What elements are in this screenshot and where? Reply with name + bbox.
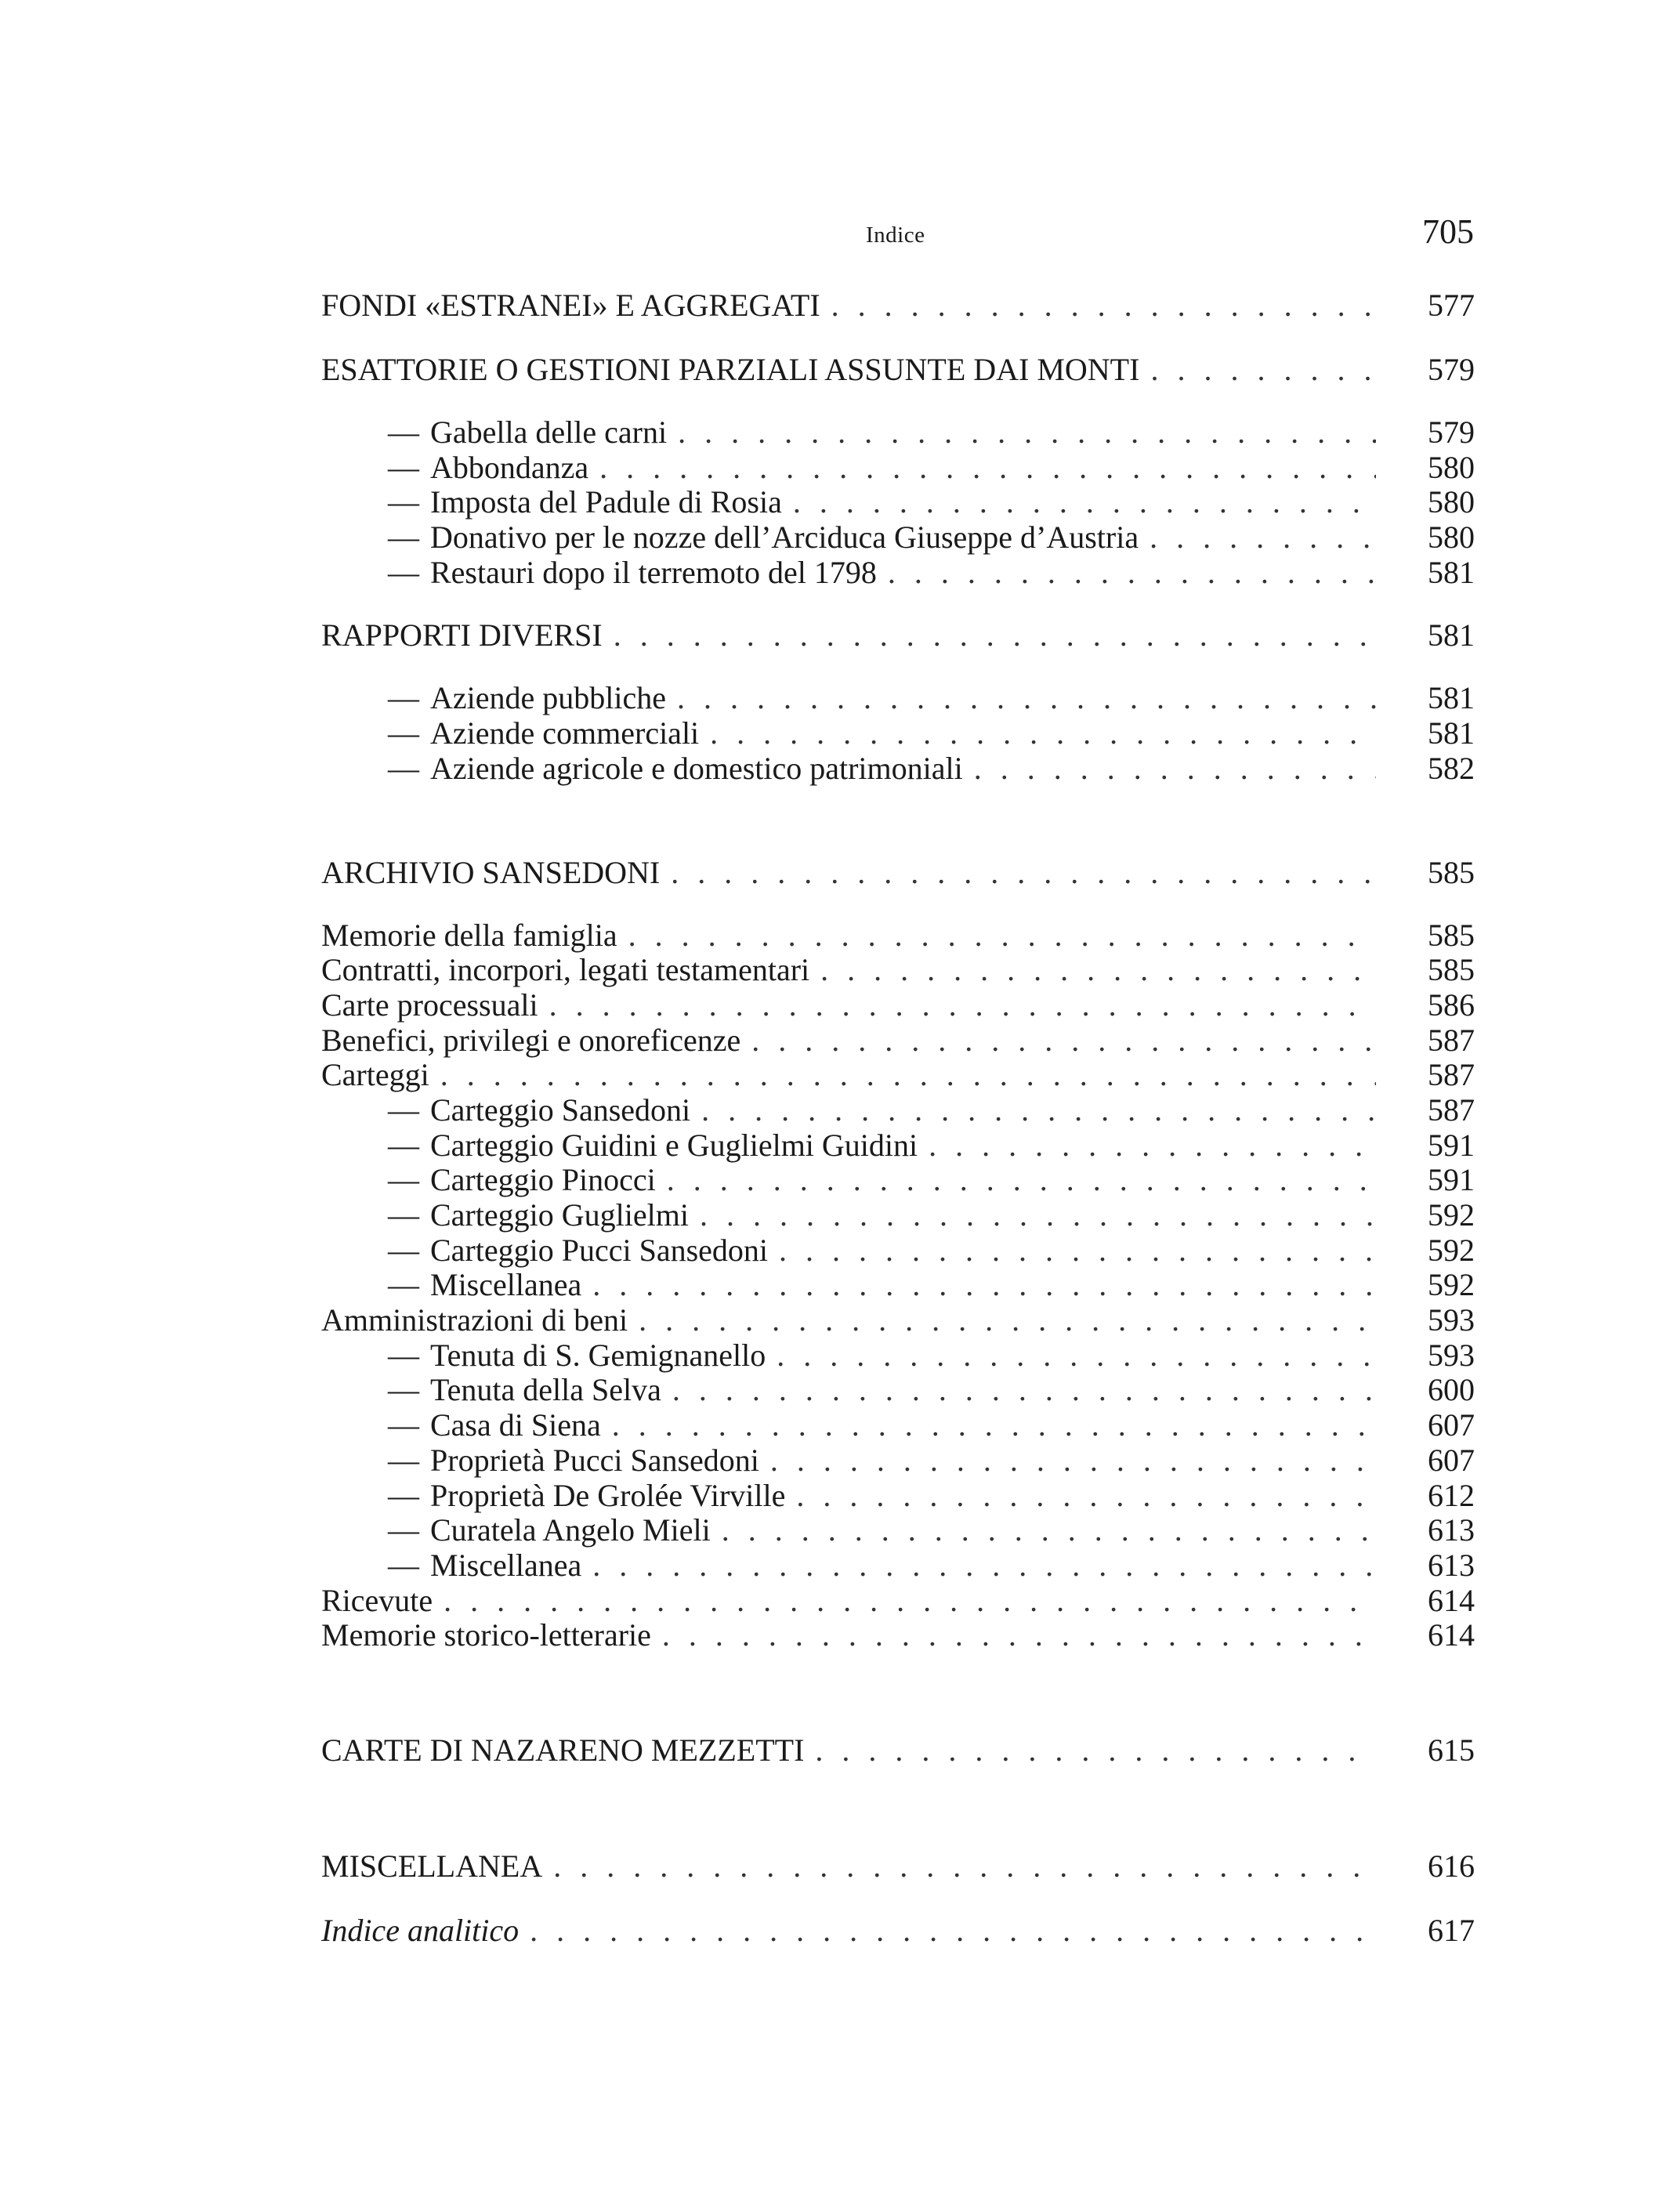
toc-entry-restauri[interactable] [321, 556, 1475, 591]
spacer [321, 787, 1475, 854]
toc-entry-label: Donativo per le nozze dell’Arciduca Giuseppe d’Austria [430, 520, 1139, 556]
toc-entry-label: Miscellanea [430, 1267, 582, 1303]
toc-entry-benefici[interactable] [321, 1023, 1475, 1059]
toc-entry-curatela[interactable] [321, 1513, 1475, 1548]
leader-dots [530, 1912, 1376, 1950]
leader-dots [796, 1479, 1376, 1514]
toc-entry-page: 592 [1428, 1232, 1475, 1268]
toc-entry-label: CARTE DI NAZARENO MEZZETTI [321, 1732, 805, 1768]
toc-entry-page: 613 [1428, 1512, 1475, 1548]
leader-dots [628, 918, 1376, 954]
toc-entry-page: 580 [1428, 484, 1475, 520]
toc-entry-carteggio-guidini[interactable] [321, 1128, 1475, 1164]
toc-entry-label: Carteggio Guglielmi [430, 1197, 689, 1233]
toc-entry-page: 581 [1428, 617, 1475, 653]
toc-entry-carteggio-sansedoni[interactable] [321, 1093, 1475, 1128]
leader-dots [592, 1268, 1376, 1303]
toc-entry-contratti[interactable] [321, 953, 1475, 988]
leader-dots [592, 1548, 1376, 1584]
dash: — [388, 1337, 419, 1373]
toc-entry-page: 616 [1428, 1848, 1475, 1884]
toc-entry-label: Carteggio Guidini e Guglielmi Guidini [430, 1127, 918, 1163]
toc-entry-label: Memorie della famiglia [321, 917, 617, 953]
dash: — [388, 484, 419, 520]
toc-entry-label: Carteggio Pucci Sansedoni [430, 1232, 769, 1268]
toc-entry-label: ESATTORIE O GESTIONI PARZIALI ASSUNTE DAI MONTI [321, 352, 1140, 387]
toc-entry-page: 614 [1428, 1617, 1475, 1653]
toc-entry-page: 591 [1428, 1162, 1475, 1198]
toc-entry-label: RAPPORTI DIVERSI [321, 617, 603, 653]
toc-entry-carteggi[interactable] [321, 1058, 1475, 1093]
leader-dots [612, 1408, 1376, 1443]
leader-dots [1150, 520, 1376, 556]
leader-dots [700, 1198, 1376, 1233]
toc-entry-donativo[interactable] [321, 520, 1475, 556]
toc-entry-carteggio-guglielmi[interactable] [321, 1198, 1475, 1233]
leader-dots [553, 1848, 1376, 1885]
spacer [321, 654, 1475, 681]
toc-entry-page: 593 [1428, 1302, 1475, 1338]
toc-entry-page: 617 [1428, 1912, 1475, 1948]
leader-dots [1150, 351, 1376, 389]
toc-entry-page: 585 [1428, 952, 1475, 988]
dash: — [388, 1547, 419, 1583]
toc-entry-page: 577 [1428, 288, 1475, 323]
leader-dots [444, 1584, 1376, 1619]
leader-dots [667, 1163, 1376, 1198]
running-title: Indice [866, 223, 925, 248]
leader-dots [929, 1128, 1376, 1164]
dash: — [388, 1162, 419, 1198]
toc-entry-label: Carteggio Sansedoni [430, 1092, 691, 1128]
toc-entry-page: 607 [1428, 1442, 1475, 1478]
toc-entry-page: 582 [1428, 750, 1475, 786]
dash: — [388, 1232, 419, 1268]
toc-entry-page: 586 [1428, 987, 1475, 1023]
toc-entry-label: Proprietà Pucci Sansedoni [430, 1442, 759, 1478]
leader-dots [751, 1023, 1376, 1059]
page-number: 705 [1422, 212, 1474, 251]
toc-entry-aziende-commerciali[interactable] [321, 716, 1475, 751]
toc-entry-page: 581 [1428, 715, 1475, 751]
toc-entry-label: Aziende agricole e domestico patrimoniali [430, 750, 963, 786]
toc-entry-page: 579 [1428, 415, 1475, 450]
toc-entry-label: Indice analitico [321, 1912, 520, 1948]
toc-entry-page: 614 [1428, 1582, 1475, 1618]
leader-dots [671, 854, 1376, 892]
toc-entry-label: Casa di Siena [430, 1407, 601, 1443]
toc-entry-indice-analitico[interactable] [321, 1912, 1475, 1950]
toc-entry-page: 615 [1428, 1732, 1475, 1768]
toc-entry-proprieta-pucci[interactable] [321, 1443, 1475, 1479]
leader-dots [888, 556, 1376, 591]
dash: — [388, 1267, 419, 1303]
leader-dots [770, 1443, 1376, 1479]
leader-dots [974, 751, 1376, 787]
toc-entry-page: 600 [1428, 1372, 1475, 1408]
dash: — [388, 1197, 419, 1233]
dash: — [388, 680, 419, 716]
spacer [321, 1769, 1475, 1848]
toc-entry-label: Aziende commerciali [430, 715, 700, 751]
leader-dots [777, 1338, 1376, 1374]
toc-entry-page: 581 [1428, 554, 1475, 590]
toc-entry-esattorie[interactable] [321, 351, 1475, 389]
dash: — [388, 1407, 419, 1443]
spacer [321, 1885, 1475, 1912]
toc-entry-label: Carteggi [321, 1057, 429, 1093]
toc-entry-aziende-pubbliche[interactable] [321, 681, 1475, 716]
leader-dots [672, 1373, 1376, 1408]
toc-entry-label: Curatela Angelo Mieli [430, 1512, 711, 1548]
leader-dots [639, 1303, 1376, 1338]
spacer [321, 590, 1475, 617]
dash: — [388, 415, 419, 450]
leader-dots [779, 1233, 1376, 1269]
toc-entry-carte-mezzetti[interactable] [321, 1732, 1475, 1769]
toc-entry-label: Contratti, incorpori, legati testamentari [321, 952, 810, 988]
toc-entry-gabella[interactable] [321, 415, 1475, 451]
toc-entry-page: 607 [1428, 1407, 1475, 1443]
toc-entry-padule[interactable] [321, 485, 1475, 520]
spacer [321, 1653, 1475, 1732]
toc-entry-label: Imposta del Padule di Rosia [430, 484, 782, 520]
toc-entry-rapporti[interactable] [321, 617, 1475, 654]
dash: — [388, 1477, 419, 1513]
toc-entry-memorie-storico[interactable] [321, 1618, 1475, 1653]
toc-entry-page: 587 [1428, 1092, 1475, 1128]
leader-dots [614, 617, 1376, 654]
leader-dots [678, 415, 1376, 451]
toc-entry-label: Tenuta della Selva [430, 1372, 661, 1408]
dash: — [388, 715, 419, 751]
toc-entry-label: Gabella delle carni [430, 415, 668, 450]
dash: — [388, 1512, 419, 1548]
toc-entry-page: 580 [1428, 449, 1475, 485]
toc-entry-label: Proprietà De Grolée Virville [430, 1477, 786, 1513]
leader-dots [701, 1093, 1376, 1128]
toc-entry-label: ARCHIVIO SANSEDONI [321, 854, 661, 890]
toc-entry-page: 592 [1428, 1197, 1475, 1233]
dash: — [388, 1092, 419, 1128]
leader-dots [710, 716, 1376, 751]
leader-dots [722, 1513, 1376, 1548]
toc-entry-label: Abbondanza [430, 449, 589, 485]
toc-entry-proprieta-grolee[interactable] [321, 1479, 1475, 1514]
toc-entry-page: 579 [1428, 352, 1475, 387]
dash: — [388, 1127, 419, 1163]
toc-entry-carteggio-pinocci[interactable] [321, 1163, 1475, 1198]
toc-entry-label: FONDI «ESTRANEI» E AGGREGATI [321, 288, 820, 323]
toc-entry-aziende-agricole[interactable] [321, 751, 1475, 787]
toc-entry-amministrazioni-miscellanea[interactable] [321, 1548, 1475, 1584]
spacer [321, 892, 1475, 918]
toc-entry-page: 585 [1428, 917, 1475, 953]
dash: — [388, 520, 419, 556]
toc-entry-label: Aziende pubbliche [430, 680, 666, 716]
toc-entry-label: Ricevute [321, 1582, 433, 1618]
leader-dots [820, 953, 1376, 988]
toc-entry-carteggio-pucci[interactable] [321, 1233, 1475, 1269]
running-head [0, 212, 1680, 259]
toc-entry-label: Benefici, privilegi e onoreficenze [321, 1022, 741, 1058]
toc-entry-page: 587 [1428, 1022, 1475, 1058]
toc-entry-miscellanea[interactable] [321, 1848, 1475, 1885]
toc-entry-casa-siena[interactable] [321, 1408, 1475, 1443]
dash: — [388, 750, 419, 786]
toc-entry-page: 585 [1428, 854, 1475, 890]
leader-dots [440, 1058, 1376, 1093]
leader-dots [599, 451, 1376, 486]
toc-entry-carte-processuali[interactable] [321, 988, 1475, 1023]
toc-entry-gemignanello[interactable] [321, 1338, 1475, 1374]
toc-entry-label: Restauri dopo il terremoto del 1798 [430, 554, 877, 590]
toc-entry-label: Carteggio Pinocci [430, 1162, 656, 1198]
toc-entry-amministrazioni[interactable] [321, 1303, 1475, 1338]
toc-entry-label: Miscellanea [430, 1547, 582, 1583]
dash: — [388, 554, 419, 590]
toc-entry-page: 593 [1428, 1337, 1475, 1373]
toc-entry-fondi-estranei[interactable] [321, 287, 1475, 324]
leader-dots [793, 485, 1376, 520]
toc-entry-abbondanza[interactable] [321, 451, 1475, 486]
toc-entry-page: 591 [1428, 1127, 1475, 1163]
dash: — [388, 449, 419, 485]
toc-entry-label: Tenuta di S. Gemignanello [430, 1337, 766, 1373]
toc-entry-label: Carte processuali [321, 987, 538, 1023]
toc-entry-label: MISCELLANEA [321, 1848, 543, 1884]
toc-entry-ricevute[interactable] [321, 1584, 1475, 1619]
toc-entry-page: 612 [1428, 1477, 1475, 1513]
toc-entry-selva[interactable] [321, 1373, 1475, 1408]
toc-entry-label: Memorie storico-letterarie [321, 1617, 651, 1653]
dash: — [388, 1442, 419, 1478]
toc-entry-page: 592 [1428, 1267, 1475, 1303]
leader-dots [549, 988, 1376, 1023]
spacer [321, 324, 1475, 351]
toc-entry-memorie-famiglia[interactable] [321, 918, 1475, 954]
toc-entry-carteggi-miscellanea[interactable] [321, 1268, 1475, 1303]
leader-dots [677, 681, 1376, 716]
leader-dots [662, 1618, 1376, 1653]
toc-entry-page: 580 [1428, 520, 1475, 556]
leader-dots [815, 1732, 1376, 1769]
toc-entry-page: 581 [1428, 680, 1475, 716]
toc-entry-archivio-sansedoni[interactable] [321, 854, 1475, 892]
toc-entry-page: 613 [1428, 1547, 1475, 1583]
leader-dots [831, 287, 1376, 324]
table-of-contents [321, 287, 1475, 1950]
spacer [321, 389, 1475, 415]
toc-entry-page: 587 [1428, 1057, 1475, 1093]
toc-entry-label: Amministrazioni di beni [321, 1302, 628, 1338]
dash: — [388, 1372, 419, 1408]
